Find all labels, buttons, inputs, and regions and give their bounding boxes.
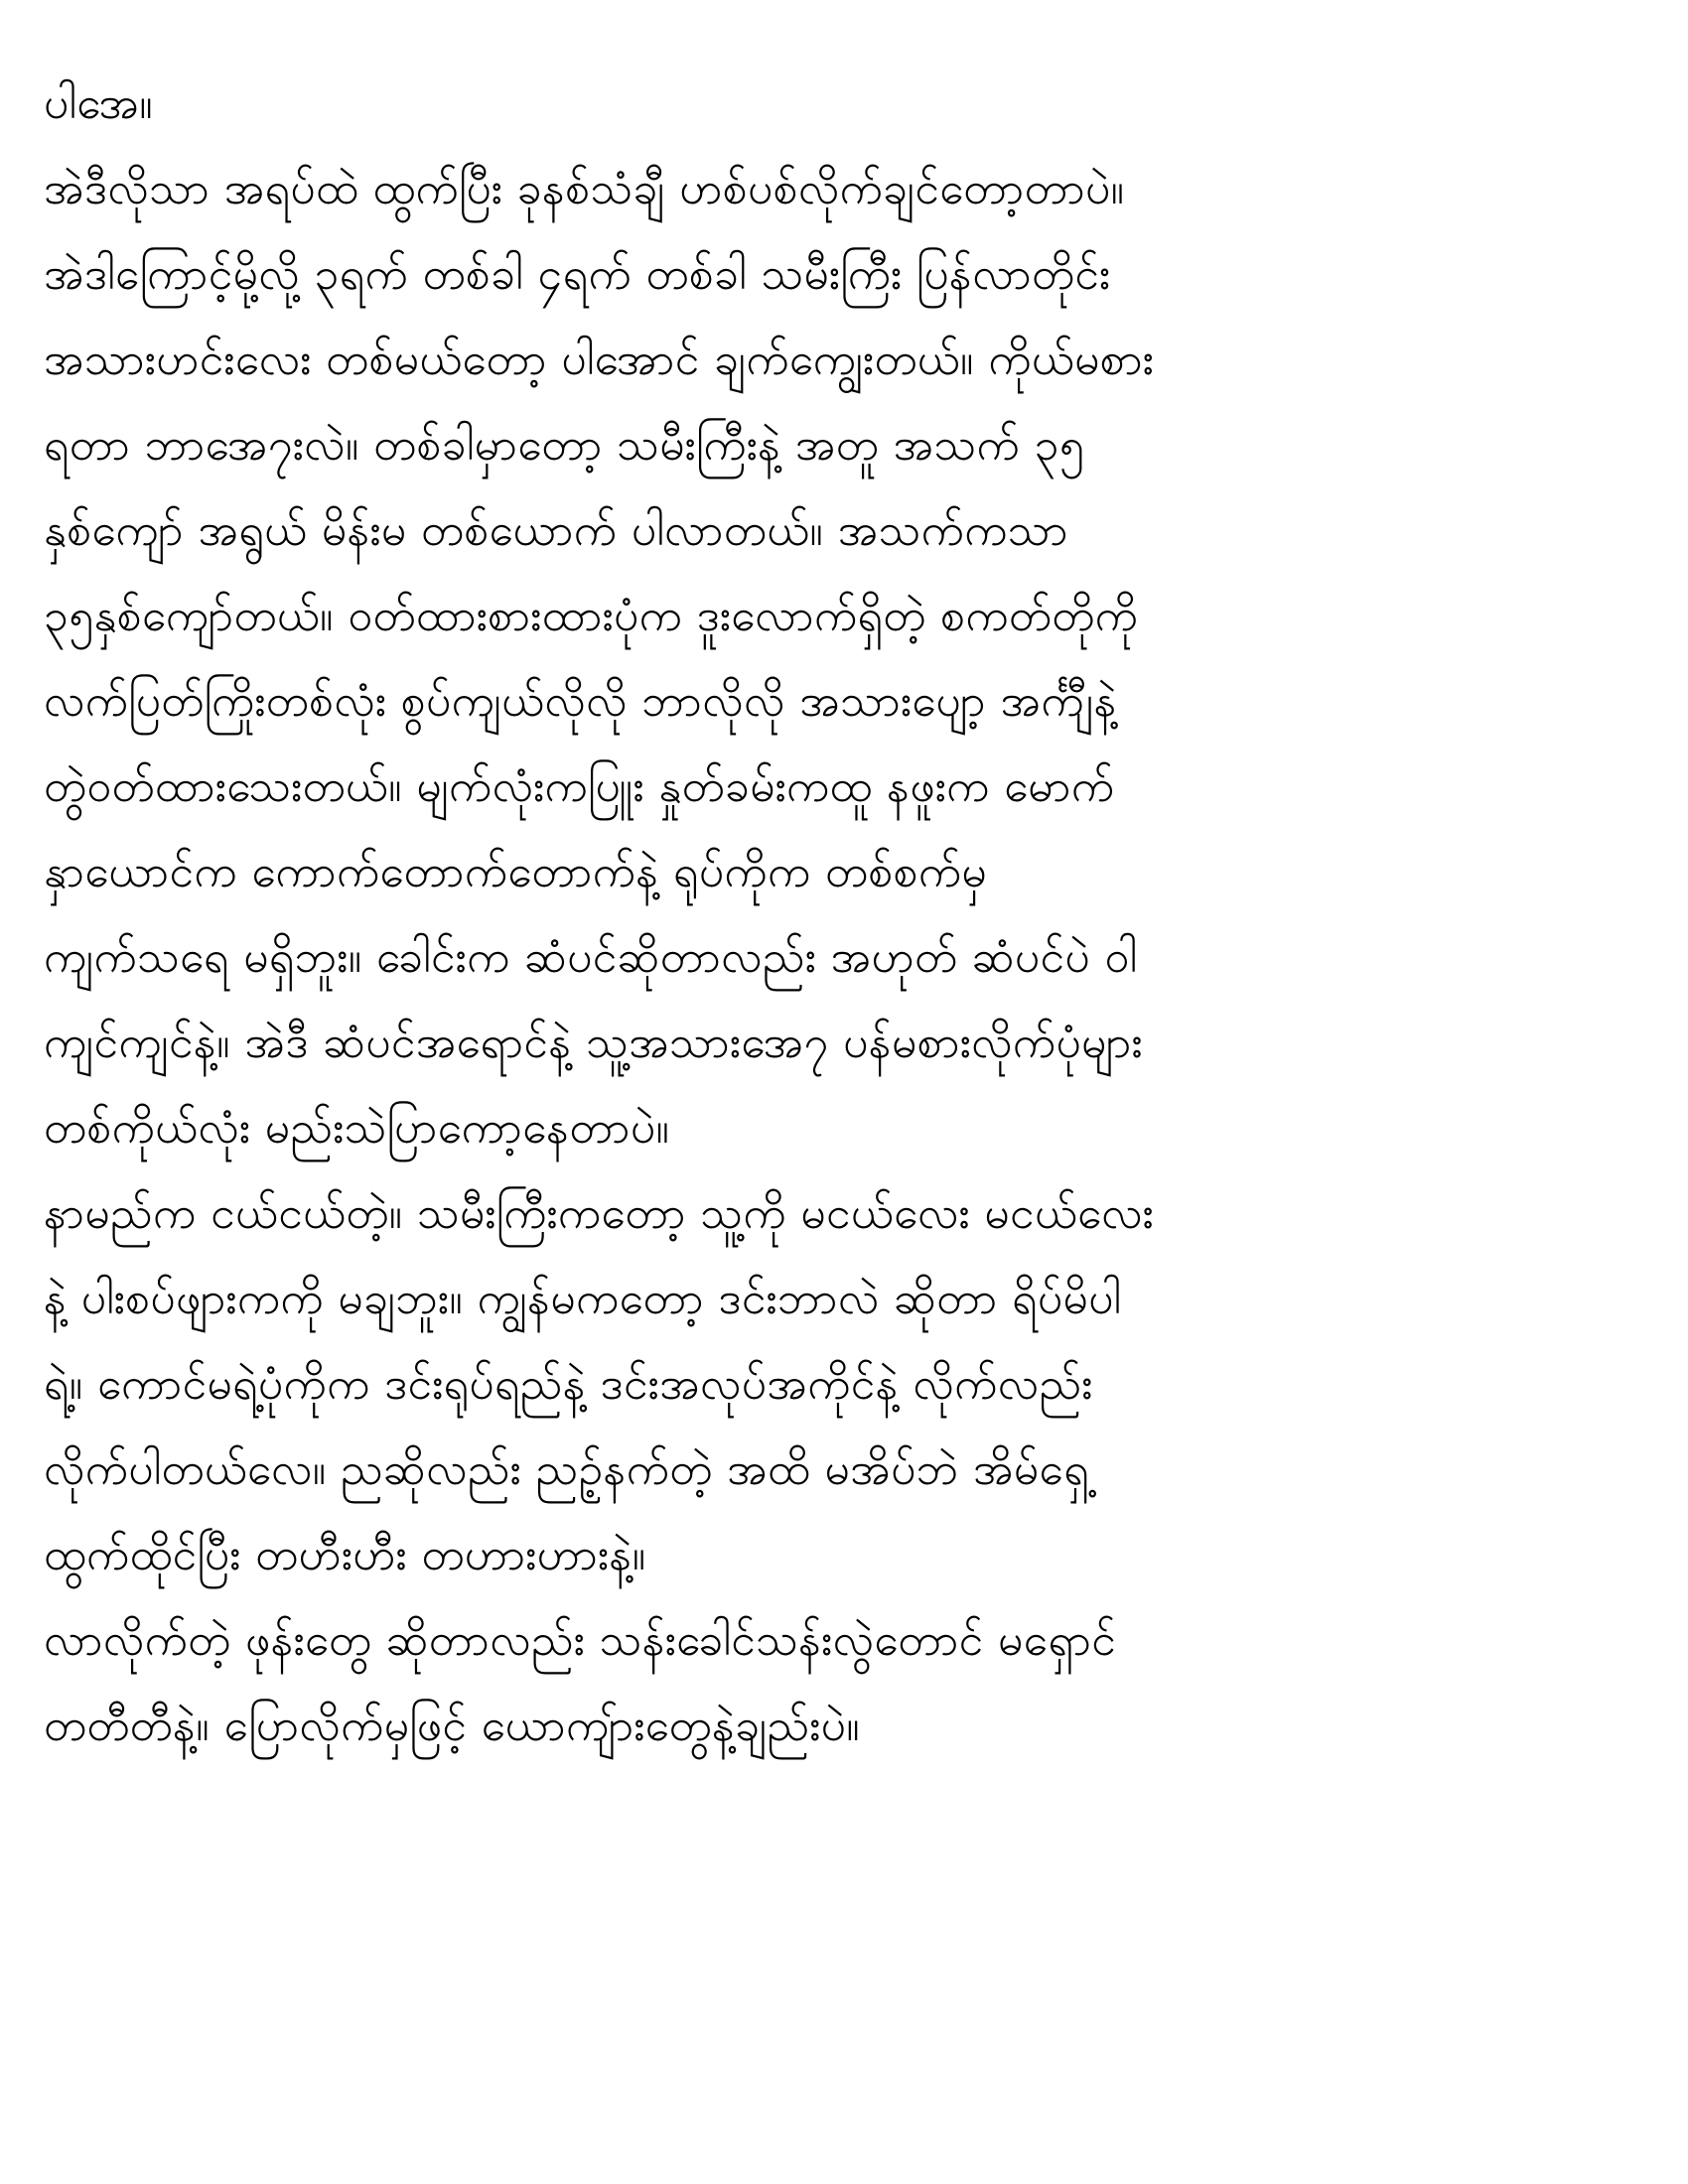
text-line: ၃၅နှစ်ကျော်တယ်။ ဝတ်ထားစားထားပုံက ဒူးလောက်ရှိတဲ့ စကတ်တိုကို bbox=[44, 591, 1139, 641]
text-line: ရတာ ဘာအေ၇းလဲ။ တစ်ခါမှာတော့ သမီးကြီးနဲ့ အတူ အသက် ၃၅ bbox=[44, 420, 1085, 471]
text-line: တွဲဝတ်ထားသေးတယ်။ မျက်လုံးကပြူး နှုတ်ခမ်းကထူ နဖူးက မောက် bbox=[44, 761, 1115, 812]
text-line: အဲဒါကြောင့်မို့လို့ ၃ရက် တစ်ခါ ၄ရက် တစ်ခါ သမီးကြီး ပြန်လာတိုင်း bbox=[44, 249, 1111, 300]
body-text bbox=[44, 62, 1652, 1769]
text-line: လိုက်ပါတယ်လေ။ ညဆိုလည်း ညဉ့်နက်တဲ့ အထိ မအိပ်ဘဲ အိမ်ရှေ့ bbox=[44, 1444, 1090, 1495]
text-line: လာလိုက်တဲ့ ဖုန်းတွေ ဆိုတာလည်း သန်းခေါင်သန်းလွဲတောင် မရှောင် bbox=[44, 1615, 1117, 1666]
text-line: တစ်ကိုယ်လုံး မည်းသဲပြာကော့နေတာပဲ။ bbox=[44, 1103, 670, 1154]
text-line: ကျက်သရေ မရှိဘူး။ ခေါင်းက ဆံပင်ဆိုတာလည်း အဟုတ် ဆံပင်ပဲ ဝါ bbox=[44, 932, 1138, 983]
text-line: ရဲ့။ ကောင်မရဲ့ပုံကိုက ဒင်းရုပ်ရည်နဲ့ ဒင်းအလုပ်အကိုင်နဲ့ လိုက်လည်း bbox=[44, 1359, 1093, 1410]
text-line: နာမည်က ငယ်ငယ်တဲ့။ သမီးကြီးကတော့ သူ့ကို မငယ်လေး မငယ်လေး bbox=[44, 1188, 1154, 1239]
text-line: အသားဟင်းလေး တစ်မယ်တော့ ပါအောင် ချက်ကျွေးတယ်။ ကိုယ်မစား bbox=[44, 335, 1155, 385]
text-line: တတီတီနဲ့။ ပြောလိုက်မှဖြင့် ယောကျ်ားတွေနဲ့ချည်းပဲ။ bbox=[44, 1701, 861, 1751]
text-line: နှစ်ကျော် အရွယ် မိန်းမ တစ်ယောက် ပါလာတယ်။ အသက်ကသာ bbox=[44, 505, 1068, 556]
text-line: ကျင်ကျင်နဲ့။ အဲဒီ ဆံပင်အရောင်နဲ့ သူ့အသားအေ၇ ပန်မစားလိုက်ပုံများ bbox=[44, 1018, 1143, 1068]
text-line: နဲ့ ပါးစပ်ဖျားကကို မချဘူး။ ကျွန်မကတော့ ဒင်းဘာလဲ ဆိုတာ ရိပ်မိပါ bbox=[44, 1274, 1122, 1324]
text-line: နှာယောင်က ကောက်တောက်တောက်နဲ့ ရုပ်ကိုက တစ်စက်မှ bbox=[44, 847, 988, 897]
text-line: လက်ပြတ်ကြိုးတစ်လုံး စွပ်ကျယ်လိုလို ဘာလိုလို အသားပျော့ အင်္ကျီနဲ့ bbox=[44, 676, 1117, 727]
text-line: ပါအေ။ bbox=[44, 78, 154, 129]
text-line: အဲဒီလိုသာ အရပ်ထဲ ထွက်ပြီး ခုနစ်သံချီ ဟစ်ပစ်လိုက်ချင်တော့တာပဲ။ bbox=[44, 164, 1125, 214]
text-line: ထွက်ထိုင်ပြီး တဟီးဟီး တဟားဟားနဲ့။ bbox=[44, 1530, 646, 1580]
